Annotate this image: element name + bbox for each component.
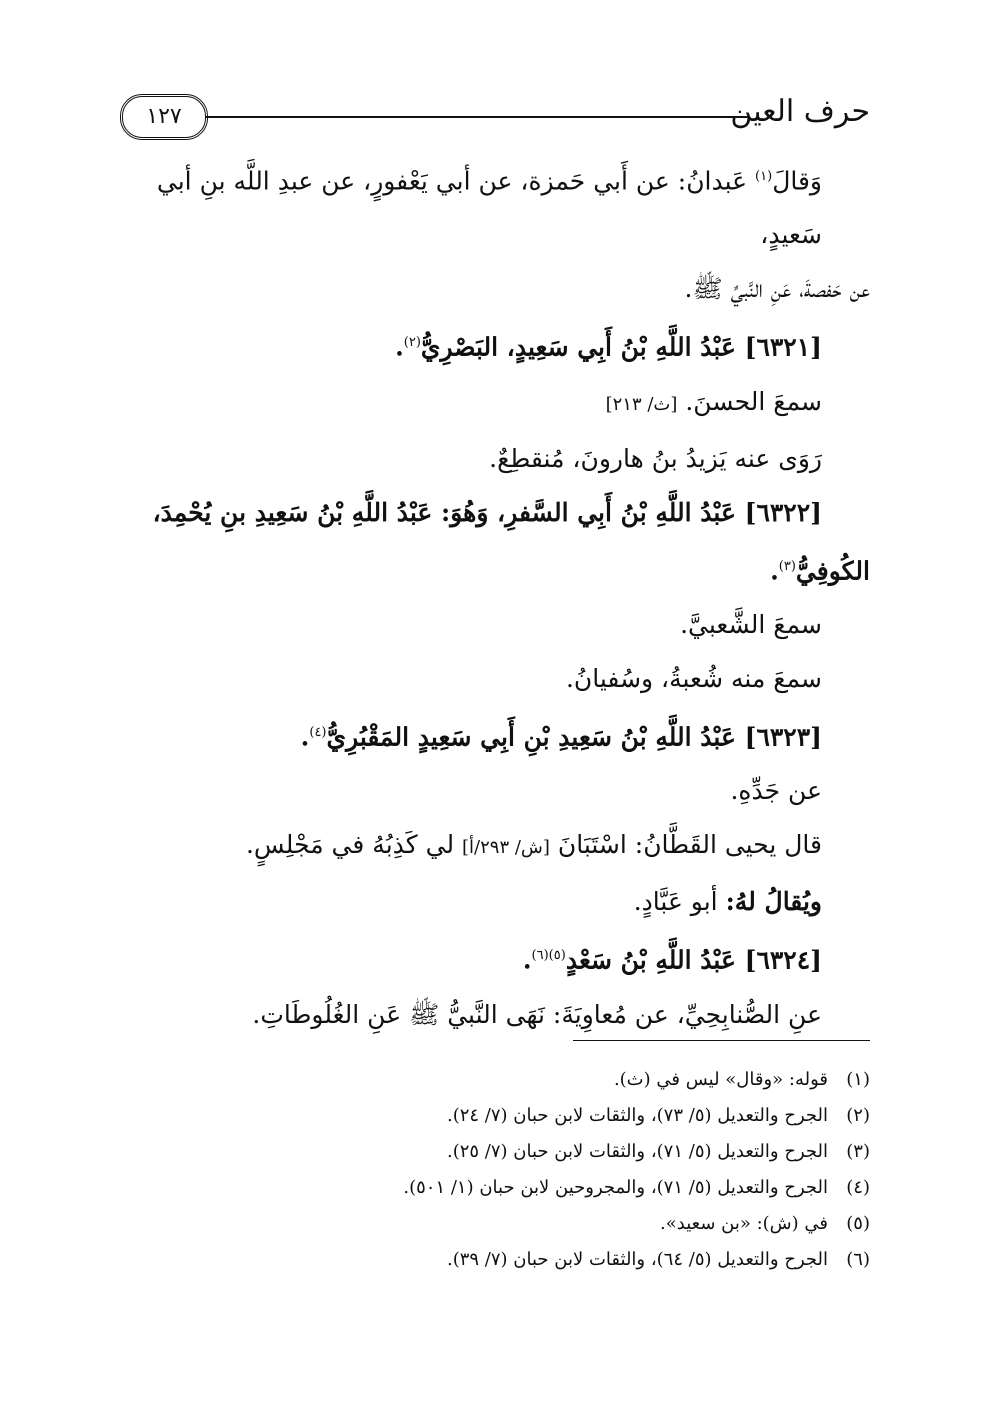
footnote-number: (٢) [846,1105,870,1126]
entry-6324 [120,929,870,987]
text-line: سمعَ الشَّعبيَّ. [680,609,822,639]
entry-name: عَبْدُ اللَّهِ بْنُ سَعِيدِ بْنِ أَبِي سَعِيدٍ المَقْبُرِيُّ [326,722,745,752]
text-run: . [522,945,532,975]
text-line: سمعَ منه شُعبةُ، وسُفيانُ. [565,663,822,693]
text-line [120,375,870,432]
entry-6321 [120,316,870,374]
footnote-text: الجرح والتعديل (٥/ ٦٤)، والثقات لابن حبان (٧/ ٣٩). [446,1249,828,1270]
footnote-number: (٤) [846,1177,870,1198]
footnote [120,1134,870,1170]
footnote [120,1170,870,1206]
footnote [120,1206,870,1242]
text-run: لي كَذِبُهُ في مَجْلِسٍ. [245,830,463,860]
footnote-rule [573,1040,870,1041]
text-line [120,150,870,262]
text-line [120,818,870,875]
text-run: . [395,332,404,362]
footnote-number: (٣) [846,1141,870,1162]
footnote-ref: (٣) [778,558,796,574]
manuscript-ref: [ث/ ٢١٣] [605,393,678,415]
footnote-text: في (ش): «بن سعيد». [660,1213,828,1234]
text-run: وَقالَ [772,166,822,196]
footnote [120,1098,870,1134]
footnote-text: قوله: «وقال» ليس في (ث). [613,1069,828,1090]
footnotes [120,1062,870,1278]
footnote-ref: (١) [755,169,773,184]
page-header [110,92,870,142]
entry-name: الكُوفِيُّ [795,555,870,585]
footnote-number: (٥) [846,1213,870,1234]
footnote-text: الجرح والتعديل (٥/ ٧١)، والثقات لابن حبان (٧/ ٢٥). [446,1141,828,1162]
entry-number: [٦٣٢٣] [744,722,822,752]
footnote-text: الجرح والتعديل (٥/ ٧٣)، والثقات لابن حبان (٧/ ٢٤). [446,1105,828,1126]
text-run: عَبدانُ: عن أَبي حَمزة، عن أبي يَعْفورٍ، عن عبدِ اللَّه بنِ أبي سَعيدٍ، [156,166,822,250]
header-rule [205,116,750,118]
text-run: سمعَ الحسنَ. [677,386,822,416]
entry-6322-cont [120,540,870,598]
entry-number: [٦٣٢٢] [744,497,822,527]
footnote [120,1242,870,1278]
manuscript-ref: [ش/ ٢٩٣/أ] [462,837,550,859]
running-title: حرف العين [730,94,870,129]
entry-number: [٦٣٢٤] [744,945,822,975]
text-run: . [300,722,310,752]
footnote-ref: (٢) [403,335,421,351]
footnote-ref: (٥)(٦) [531,948,566,964]
entry-6323 [120,706,870,764]
text-run: ويُقالُ لهُ: [725,887,822,917]
entry-name: عَبْدُ اللَّهِ بْنُ سَعْدٍ [565,945,745,975]
text-line: رَوَى عنه يَزيدُ بنُ هارونَ، مُنقطِعٌ. [489,443,822,473]
text-run: أبو عَبَّادٍ. [633,887,726,917]
text-line: عنِ الصُّنابِحِيِّ، عن مُعاوِيَةَ: نَهَى النَّبيُّ ﷺ عَنِ الغُلُوطَاتِ. [252,999,822,1029]
footnote-ref: (٤) [309,724,327,740]
main-text [120,150,870,1042]
text-run: قال يحيى القَطَّانُ: اسْتَبَانَ [549,830,822,860]
entry-name: عَبْدُ اللَّهِ بْنُ أَبِي سَعِيدٍ، البَصْرِيُّ [420,332,745,362]
footnote-number: (١) [846,1069,870,1090]
text-run: . [770,555,779,585]
text-line: عن حَفصةَ، عَنِ النَّبيِّ ﷺ. [684,274,870,304]
entry-name: عَبْدُ اللَّهِ بْنُ أَبِي السَّفرِ، وَهُوَ: عَبْدُ اللَّهِ بْنُ سَعِيدِ بنِ يُحْمِدَ، [152,497,745,527]
entry-number: [٦٣٢١] [744,332,822,362]
footnote [120,1062,870,1098]
text-line [120,875,870,929]
page-number: ١٢٧ [120,94,208,140]
footnote-text: الجرح والتعديل (٥/ ٧١)، والمجروحين لابن حبان (١/ ٥٠١). [403,1177,828,1198]
footnote-number: (٦) [846,1249,870,1270]
text-line: عن جَدِّهِ. [730,776,822,806]
entry-6322 [120,486,870,540]
